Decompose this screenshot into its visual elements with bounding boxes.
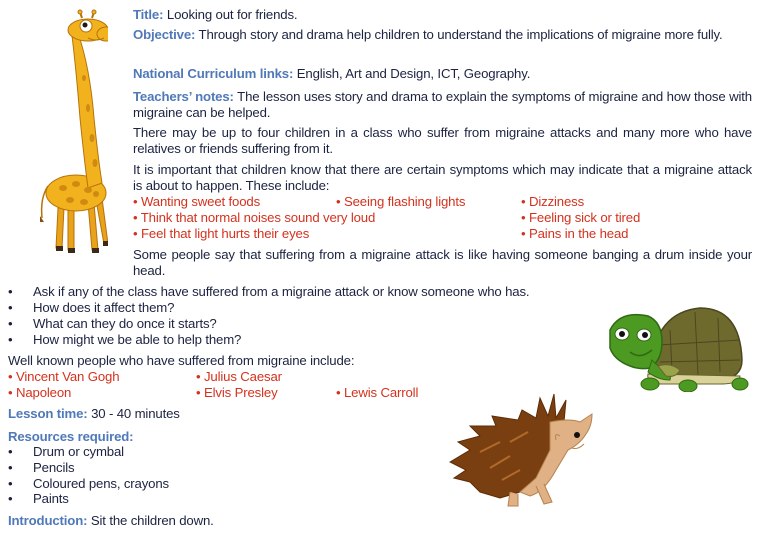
teachers-notes-label: Teachers’ notes: bbox=[133, 89, 234, 104]
famous-intro: Well known people who have suffered from migraine include: bbox=[8, 353, 355, 368]
symptom-item: • Dizziness bbox=[521, 194, 585, 209]
bullet-icon: • bbox=[8, 460, 13, 475]
four-children-paragraph: There may be up to four children in a class who suffer from migraine attacks and many more who have relatives or friends suffering from it. bbox=[133, 125, 752, 156]
objective-row bbox=[133, 27, 752, 43]
bullet-icon: • bbox=[8, 476, 13, 491]
famous-person: • Lewis Carroll bbox=[336, 385, 419, 400]
objective-label: Objective: bbox=[133, 27, 196, 42]
famous-person: • Vincent Van Gogh bbox=[8, 369, 120, 384]
title-label: Title: bbox=[133, 7, 164, 22]
bullet-icon: • bbox=[8, 300, 13, 315]
famous-person: • Napoleon bbox=[8, 385, 72, 400]
hedgehog-illustration bbox=[440, 392, 615, 512]
introduction-label: Introduction: bbox=[8, 513, 88, 528]
teachers-notes-row bbox=[133, 89, 752, 120]
curriculum-value: English, Art and Design, ICT, Geography. bbox=[296, 66, 531, 81]
lesson-time-row bbox=[8, 406, 180, 421]
famous-person: • Elvis Presley bbox=[196, 385, 278, 400]
bullet-icon: • bbox=[8, 491, 13, 506]
symptom-item: • Feel that light hurts their eyes bbox=[133, 226, 310, 241]
symptom-item: • Pains in the head bbox=[521, 226, 629, 241]
symptoms-intro-paragraph: It is important that children know that there are certain symptoms which may indicate that a migraine attack is about to happen. These include: bbox=[133, 162, 752, 193]
introduction-value: Sit the children down. bbox=[90, 513, 214, 528]
title-row bbox=[133, 7, 297, 22]
drum-paragraph: Some people say that suffering from a migraine attack is like having someone banging a drum inside your head. bbox=[133, 247, 752, 278]
bullet-icon: • bbox=[8, 316, 13, 331]
curriculum-label: National Curriculum links: bbox=[133, 66, 294, 81]
teachers-notes-value: The lesson uses story and drama to explain the symptoms of migraine and how those with migraine can be helped. bbox=[133, 89, 752, 120]
famous-person: • Julius Caesar bbox=[196, 369, 282, 384]
title-value: Looking out for friends. bbox=[166, 7, 298, 22]
symptom-item: • Think that normal noises sound very loud bbox=[133, 210, 376, 225]
symptom-item: • Feeling sick or tired bbox=[521, 210, 641, 225]
objective-value: Through story and drama help children to understand the implications of migraine more fully. bbox=[198, 27, 723, 42]
symptom-item: • Seeing flashing lights bbox=[336, 194, 466, 209]
bullet-icon: • bbox=[8, 444, 13, 459]
curriculum-row bbox=[133, 66, 530, 81]
bullet-icon: • bbox=[8, 332, 13, 347]
resources-label: Resources required: bbox=[8, 429, 134, 444]
lesson-time-label: Lesson time: bbox=[8, 406, 88, 421]
lesson-time-value: 30 - 40 minutes bbox=[91, 406, 180, 421]
symptom-item: • Wanting sweet foods bbox=[133, 194, 261, 209]
turtle-illustration bbox=[600, 300, 750, 392]
bullet-icon: • bbox=[8, 284, 13, 299]
giraffe-illustration bbox=[18, 8, 108, 258]
introduction-row bbox=[8, 513, 214, 528]
